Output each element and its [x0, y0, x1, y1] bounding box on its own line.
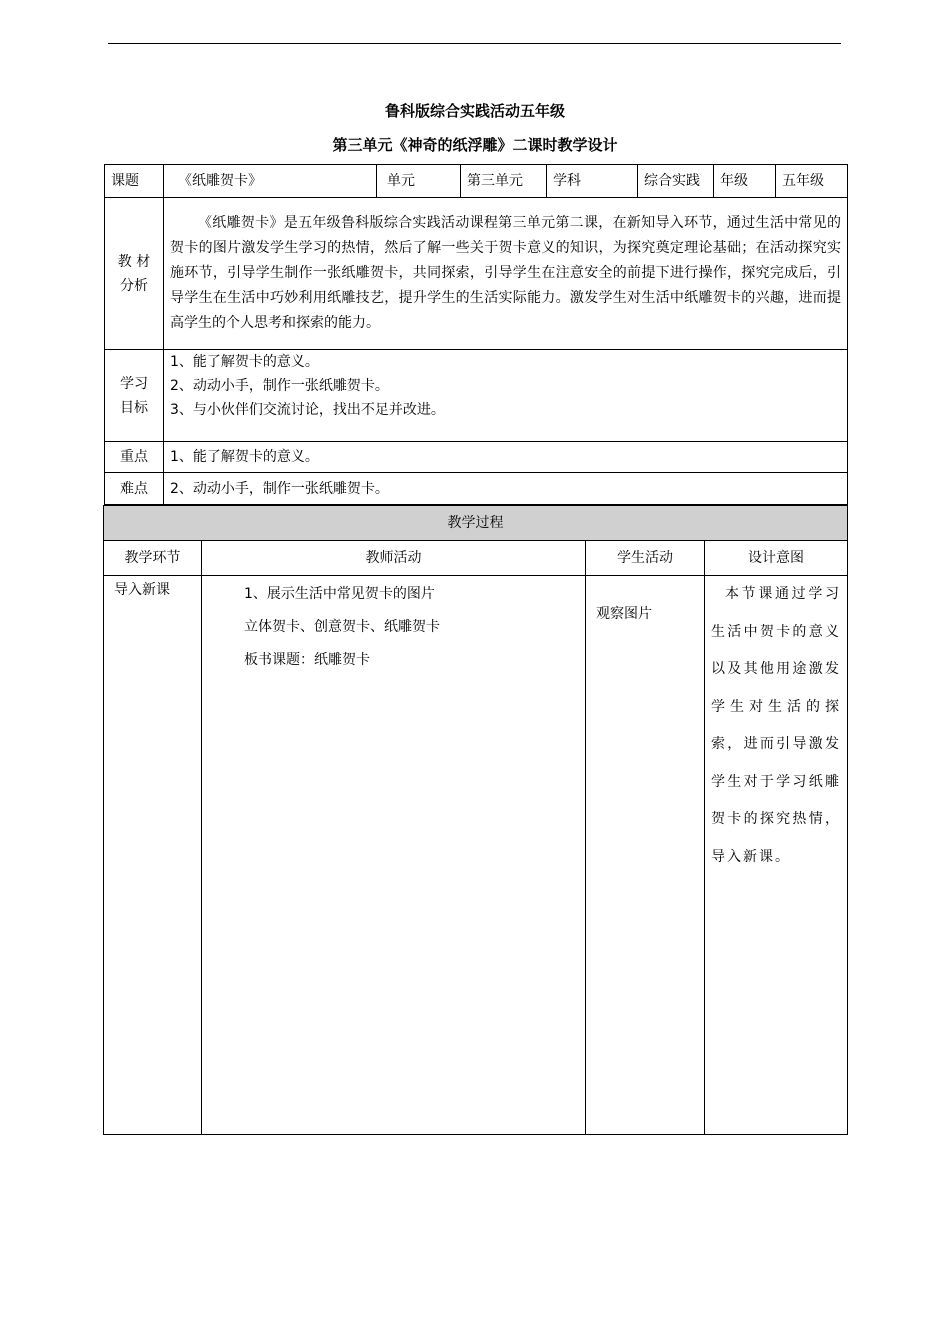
design-intent-text: 本节课通过学习生活中贺卡的意义以及其他用途激发学生对生活的探索，进而引导激发学生对于学习纸雕贺卡的探究热情，导入新课。 [711, 586, 841, 865]
key-label: 重点 [105, 442, 164, 473]
goals-label-line2: 目标 [120, 399, 148, 416]
analysis-label-line1: 教 材 [117, 253, 151, 270]
key-value: 1、能了解贺卡的意义。 [164, 442, 848, 473]
teacher-activity [202, 576, 586, 1135]
key-row [105, 442, 848, 473]
goal-item: 1、能了解贺卡的意义。 [170, 354, 319, 370]
grade-value: 五年级 [776, 165, 848, 198]
process-header-row [104, 506, 848, 541]
difficulty-label: 难点 [105, 473, 164, 505]
teacher-line: 1、展示生活中常见贺卡的图片 [244, 586, 435, 602]
teacher-line: 板书课题：纸雕贺卡 [244, 652, 370, 668]
difficulty-value: 2、动动小手，制作一张纸雕贺卡。 [164, 473, 848, 505]
student-activity: 观察图片 [586, 576, 705, 1135]
subject-label: 学科 [547, 165, 638, 198]
teaching-process-table [103, 505, 848, 1135]
document-subtitle: 第三单元《神奇的纸浮雕》二课时教学设计 [332, 136, 618, 154]
process-header: 教学过程 [104, 506, 848, 541]
stage-name: 导入新课 [104, 576, 202, 1135]
analysis-label-line2: 分析 [120, 277, 148, 294]
goals-list [164, 350, 848, 442]
col-student: 学生活动 [586, 541, 705, 576]
analysis-label [105, 198, 164, 350]
analysis-row [105, 198, 848, 350]
stage-row-intro [104, 576, 848, 1135]
header-rule [108, 43, 841, 44]
goals-label [105, 350, 164, 442]
unit-value: 第三单元 [461, 165, 547, 198]
design-intent [705, 576, 848, 1135]
analysis-text: 《纸雕贺卡》是五年级鲁科版综合实践活动课程第三单元第二课，在新知导入环节，通过生活中常见的贺卡的图片激发学生学习的热情，然后了解一些关于贺卡意义的知识，为探究奠定理论基础；在活动探究实施环节，引导学生制作一张纸雕贺卡，共同探索，引导学生在注意安全的前提下进行操作，探究完成后，引导学生在生活中巧妙利用纸雕技艺，提升学生的生活实际能力。激发学生对生活中纸雕贺卡的兴趣，进而提高学生的个人思考和探索的能力。 [164, 198, 848, 350]
goal-item: 2、动动小手，制作一张纸雕贺卡。 [170, 378, 389, 394]
lesson-info-table [104, 164, 848, 505]
topic-label: 课题 [105, 165, 164, 198]
difficulty-row [105, 473, 848, 505]
goals-label-line1: 学习 [120, 375, 148, 392]
subject-value: 综合实践 [638, 165, 714, 198]
goal-item: 3、与小伙伴们交流讨论，找出不足并改进。 [170, 402, 445, 418]
goals-row [105, 350, 848, 442]
col-intent: 设计意图 [705, 541, 848, 576]
column-header-row [104, 541, 848, 576]
topic-value: 《纸雕贺卡》 [164, 165, 377, 198]
document-title: 鲁科版综合实践活动五年级 [384, 102, 565, 120]
unit-label: 单元 [377, 165, 461, 198]
teacher-line: 立体贺卡、创意贺卡、纸雕贺卡 [244, 619, 440, 635]
topic-row [105, 165, 848, 198]
col-stage: 教学环节 [104, 541, 202, 576]
grade-label: 年级 [714, 165, 776, 198]
col-teacher: 教师活动 [202, 541, 586, 576]
